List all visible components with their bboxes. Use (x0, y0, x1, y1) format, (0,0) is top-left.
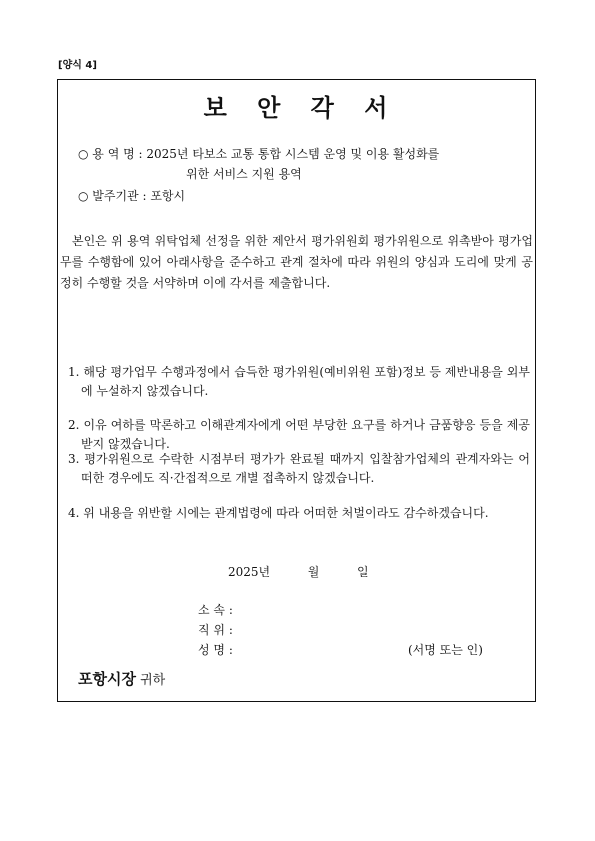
signature-affiliation: 소 속 : (198, 603, 233, 617)
service-name-label: ○ 용 역 명 : (78, 147, 147, 161)
recipient-name: 포항시장 (78, 670, 136, 688)
pledge-item-1: 1. 해당 평가업무 수행과정에서 습득한 평가위원(예비위원 포함)정보 등 제반내용을 외부에 누설하지 않겠습니다. (68, 365, 530, 398)
date-month: 월 (307, 565, 320, 579)
pledge-item-2: 2. 이유 여하를 막론하고 이해관계자에게 어떤 부당한 요구를 하거나 금품향응 등을 제공받지 않겠습니다. (68, 418, 530, 451)
client-value: 포항시 (150, 189, 186, 203)
signature-position: 직 위 : (198, 623, 233, 637)
signature-name: 성 명 : (198, 643, 233, 657)
service-name-row (78, 144, 439, 164)
date-line (228, 563, 369, 580)
statement-paragraph (58, 231, 535, 294)
service-name-row-cont (78, 164, 302, 184)
service-name-value: 2025년 타보소 교통 통합 시스템 운영 및 이용 활성화를 (146, 147, 440, 161)
pledge-document (57, 79, 536, 702)
signature-note: (서명 또는 인) (408, 643, 483, 657)
pledge-item-4: 4. 위 내용을 위반할 시에는 관계법령에 따라 어떠한 처벌이라도 감수하겠습니다. (68, 506, 489, 520)
service-name-value-cont: 위한 서비스 지원 용역 (186, 167, 302, 181)
recipient (78, 668, 165, 689)
form-label: [양식 4] (58, 60, 97, 71)
statement-text: 본인은 위 용역 위탁업체 선정을 위한 제안서 평가위원회 평가위원으로 위촉받아 평가업무를 수행함에 있어 아래사항을 준수하고 관계 절차에 따라 위원의 양심과 도리에 맞게 공정히 수행할 것을 서약하며 이에 각서를 제출합니다. (60, 234, 533, 290)
pledge-item-3: 3. 평가위원으로 수락한 시점부터 평가가 완료될 때까지 입찰참가업체의 관계자와는 어떠한 경우에도 직·간접적으로 개별 접촉하지 않겠습니다. (68, 452, 530, 485)
date-year: 2025년 (228, 565, 271, 579)
date-day: 일 (357, 565, 369, 579)
client-label: ○ 발주기관 : (78, 189, 151, 203)
recipient-suffix: 귀하 (135, 673, 166, 688)
client-row (78, 186, 185, 206)
document-title: 보 안 각 서 (203, 94, 390, 122)
